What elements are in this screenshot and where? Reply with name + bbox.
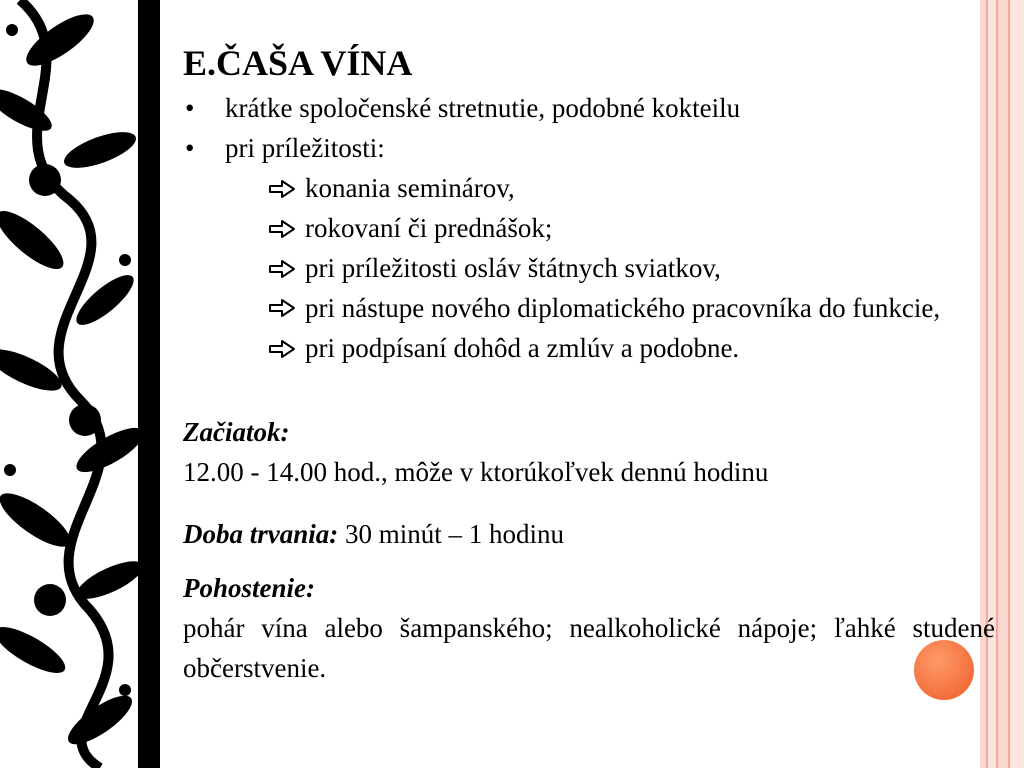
slide-content [183,38,995,688]
sub-list-text: rokovaní či prednášok; [305,213,553,243]
sub-list-item [183,288,995,328]
duration-text: 30 minút – 1 hodinu [345,519,565,549]
sub-list-item [183,208,995,248]
duration-label: Doba trvania: [183,519,339,549]
outlined-right-arrow-icon [268,208,305,248]
bullet-item [183,88,995,128]
outlined-right-arrow-icon [268,288,305,328]
sub-list-text: pri podpísaní dohôd a zmlúv a podobne. [305,333,740,363]
decorative-black-bar [138,0,160,768]
sub-list-item [183,328,995,368]
sub-list-text: pri nástupe nového diplomatického pracovníka do funkcie, [305,293,941,323]
sub-list-item [183,248,995,288]
outlined-right-arrow-icon [268,328,305,368]
duration-line [183,514,995,554]
start-label: Začiatok: [183,417,290,447]
outlined-right-arrow-icon [268,168,305,208]
slide-title: E.ČAŠA VÍNA [183,43,413,83]
sub-list-item [183,168,995,208]
bullet-glyph: • [185,133,195,163]
bullet-text: pri príležitosti: [225,133,385,163]
sub-list-text: konania seminárov, [305,173,515,203]
start-text: 12.00 - 14.00 hod., môže v ktorúkoľvek dennú hodinu [183,457,769,487]
floral-ornament-icon [0,0,138,768]
outlined-right-arrow-icon [268,248,305,288]
bullet-item [183,128,995,168]
bullet-glyph: • [185,93,195,123]
bullet-text: krátke spoločenské stretnutie, podobné kokteilu [225,93,741,123]
refreshments-text: pohár vína alebo šampanského; nealkoholické nápoje; ľahké studené občerstvenie. [183,613,995,683]
sub-list-text: pri príležitosti osláv štátnych sviatkov, [305,253,721,283]
refreshments-label: Pohostenie: [183,573,315,603]
